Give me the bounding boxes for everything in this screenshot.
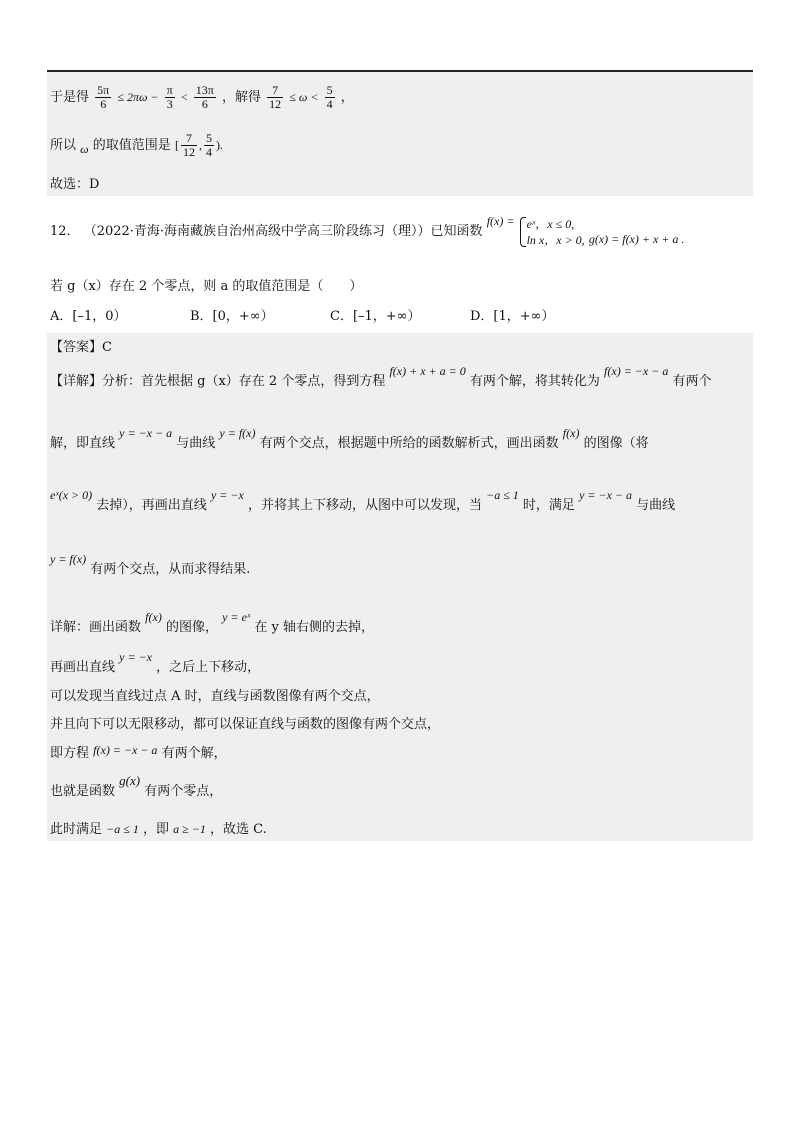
fraction: $\frac{5}{4}$ <box>205 131 212 159</box>
math: f(x) = <box>486 214 515 228</box>
option-a: A．[–1，0） <box>50 309 127 324</box>
fraction: $\frac{\pi}{3}$ <box>166 83 173 111</box>
fraction: $\frac{13\pi}{6}$ <box>195 83 214 111</box>
detail-line-8: 并且向下可以无限移动，都可以保证直线与函数的图像有两个交点， <box>50 717 441 732</box>
detail-line-3 <box>50 490 675 521</box>
detail-line-10 <box>50 773 223 807</box>
text: 在 y 轴右侧的去掉， <box>254 620 374 635</box>
math: y = eˣ <box>222 610 251 624</box>
text: ，并将其上下移动，从图中可以发现，当 <box>247 498 482 513</box>
math: [ <box>174 138 179 152</box>
text: 的图像（将 <box>583 436 649 451</box>
text: 即方程 <box>50 746 90 761</box>
prev-choice: 故选：D <box>50 177 100 192</box>
text: ，之后上下移动， <box>156 660 261 675</box>
option-c: C．[–1，+∞） <box>330 309 421 324</box>
question-12-line-1 <box>50 212 684 251</box>
math: f(x) <box>562 426 580 440</box>
text: 【详解】分析：首先根据 g（x）存在 2 个零点，得到方程 <box>50 374 386 389</box>
math: y = −x <box>119 650 153 664</box>
text: 的图像， <box>165 620 218 635</box>
math: y = −x <box>210 488 244 502</box>
math: f(x) <box>145 610 162 624</box>
text: 所以 <box>50 138 77 153</box>
piecewise-function <box>519 216 585 248</box>
math: −a ≤ 1 <box>486 488 519 502</box>
detail-line-11 <box>50 820 267 839</box>
math: ≤ ω < <box>289 90 319 104</box>
math: f(x) = −x − a <box>93 743 158 757</box>
text: ，即 <box>142 822 169 837</box>
math: y = −x − a <box>119 426 173 440</box>
text: 再画出直线 <box>50 660 116 675</box>
option-d: D．[1，+∞） <box>470 309 555 324</box>
text: ，故选 C. <box>209 822 267 837</box>
text: 此时满足 <box>50 822 103 837</box>
detail-line-5 <box>50 612 374 643</box>
text: 解，即直线 <box>50 436 116 451</box>
text: ，解得 <box>222 90 262 105</box>
text: 有两个交点，从而求得结果. <box>90 562 251 577</box>
text: 有两个 <box>672 374 712 389</box>
math: y = f(x) <box>50 552 87 566</box>
detail-line-1 <box>50 366 711 397</box>
math: f(x) + x + a = 0 <box>389 364 466 378</box>
math: a ≥ −1 <box>173 822 206 836</box>
math: y = −x − a <box>579 488 633 502</box>
answer-label: 【答案】C <box>50 340 112 355</box>
math: −a ≤ 1 <box>106 822 139 836</box>
text: 与曲线 <box>636 498 676 513</box>
text: 去掉），再画出直线 <box>96 498 207 513</box>
question-12-options <box>50 308 610 326</box>
detail-line-6 <box>50 652 260 683</box>
detail-line-7: 可以发现当直线过点 A 时，直线与函数图像有两个交点， <box>50 689 380 704</box>
option-b: B．[0，+∞） <box>190 309 274 324</box>
question-number: 12． <box>50 224 80 239</box>
text: 有两个交点，根据题中所给的函数解析式，画出函数 <box>259 436 559 451</box>
fraction: $\frac{5}{4}$ <box>326 83 333 111</box>
text: 时，满足 <box>522 498 575 513</box>
piecewise-case-1: eˣ，x ≤ 0, <box>526 216 575 231</box>
text: 详解：画出函数 <box>50 620 142 635</box>
math: , <box>198 138 202 152</box>
detail-line-9 <box>50 740 227 767</box>
text: ， <box>340 90 354 105</box>
piecewise-case-2: ln x，x > 0, <box>526 232 585 247</box>
text: 有两个零点， <box>144 784 223 799</box>
prev-line-2 <box>50 126 223 165</box>
fraction: $\frac{7}{12}$ <box>269 83 282 111</box>
text: 也就是函数 <box>50 784 116 799</box>
text: 于是得 <box>50 90 90 105</box>
math: ω <box>80 142 89 156</box>
question-text: （2022·青海·海南藏族自治州高级中学高三阶段练习（理））已知函数 <box>83 224 483 239</box>
text: 与曲线 <box>176 436 216 451</box>
math: f(x) = −x − a <box>604 364 669 378</box>
text: 有两个解， <box>161 746 227 761</box>
question-12-line-2: 若 g（x）存在 2 个零点，则 a 的取值范围是（ ） <box>50 279 363 294</box>
math: g(x) <box>119 773 141 788</box>
detail-line-2 <box>50 428 649 459</box>
fraction: $\frac{7}{12}$ <box>182 131 195 159</box>
math: y = f(x) <box>219 426 256 440</box>
detail-line-4 <box>50 554 250 585</box>
math: < <box>180 90 188 104</box>
math: g(x) = f(x) + x + a . <box>588 232 685 246</box>
text: 的取值范围是 <box>92 138 171 153</box>
math: eˣ(x > 0) <box>50 488 93 502</box>
text: 有两个解，将其转化为 <box>469 374 600 389</box>
math: ≤ 2πω − <box>117 90 159 104</box>
math: ). <box>215 138 223 152</box>
prev-line-1 <box>50 78 354 117</box>
fraction: $\frac{5\pi}{6}$ <box>97 83 110 111</box>
